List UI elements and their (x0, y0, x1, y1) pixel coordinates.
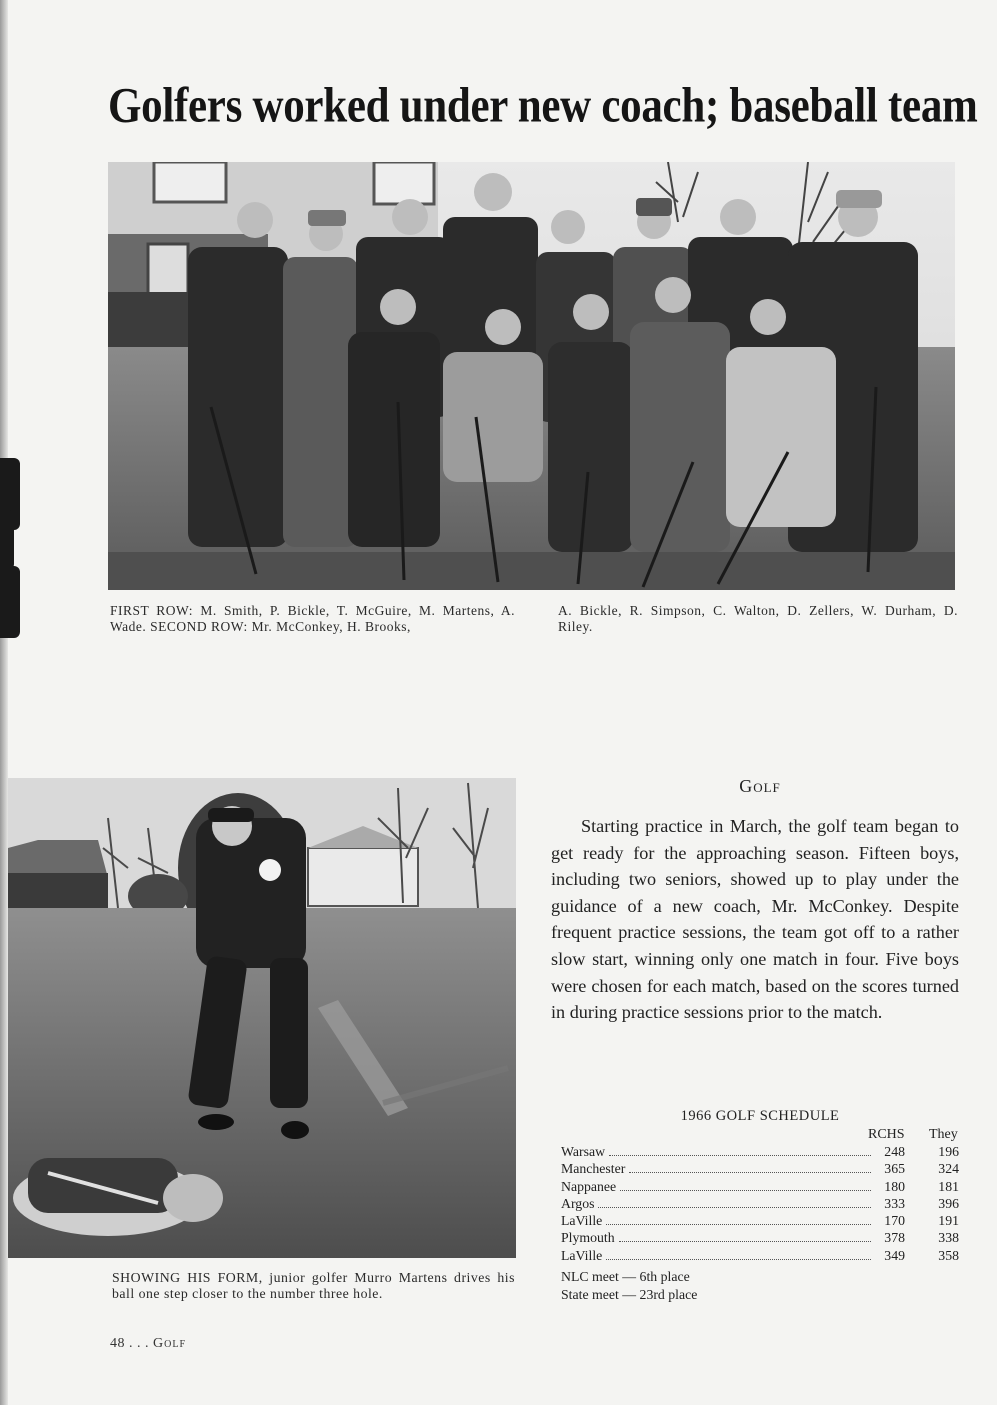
binder-clip-middle (0, 510, 14, 570)
schedule-row (561, 1196, 959, 1213)
schedule-rchs-score: 333 (884, 1195, 905, 1211)
schedule-title: 1966 GOLF SCHEDULE (680, 1108, 840, 1124)
section-heading: Golf (739, 776, 781, 796)
team-photo-caption-right: A. Bickle, R. Simpson, C. Walton, D. Zellers, W. Durham, D. Riley. (558, 603, 958, 634)
golfer-action-photo (8, 778, 516, 1258)
schedule-opponent: Argos (561, 1195, 595, 1211)
schedule-rchs-score: 378 (884, 1230, 905, 1246)
leader-dots (619, 1241, 871, 1242)
schedule-opponent: Plymouth (561, 1230, 615, 1246)
nlc-meet-result: NLC meet — 6th place (561, 1269, 690, 1284)
schedule-opponent: LaVille (561, 1213, 603, 1229)
page-number: 48 (110, 1336, 125, 1351)
schedule-column-rchs: RCHS (868, 1127, 905, 1142)
leader-dots (629, 1172, 871, 1173)
article-paragraph: Starting practice in March, the golf team began to get ready for the approaching season. Fifteen boys, including two seniors, showed up to play under the guidance of a new coach, Mr. McConkey. Despite frequent practice sessions, the team got off to a rather slow start, winning only one match in four. Five boys were chosen for each match, based on the scores turned in during practice sessions prior to the match. (551, 816, 959, 1023)
schedule-opponent: Manchester (561, 1161, 626, 1177)
leader-dots (606, 1224, 871, 1225)
schedule-opponent: LaVille (561, 1247, 603, 1263)
schedule-they-score: 358 (938, 1247, 959, 1263)
team-photo-caption-left: FIRST ROW: M. Smith, P. Bickle, T. McGuire, M. Martens, A. Wade. SECOND ROW: Mr. McConkey, H. Brooks, (110, 603, 515, 634)
schedule-row (561, 1144, 959, 1161)
leader-dots (620, 1190, 871, 1191)
schedule-row (561, 1248, 959, 1265)
schedule-column-they: They (929, 1127, 958, 1142)
leader-dots (606, 1259, 871, 1260)
page-headline: Golfers worked under new coach; baseball team (108, 79, 978, 134)
schedule-they-score: 181 (938, 1178, 959, 1194)
schedule-row (561, 1230, 959, 1247)
golfer-action-caption: SHOWING HIS FORM, junior golfer Murro Martens drives his ball one step closer to the number three hole. (112, 1270, 515, 1301)
binder-clip-bottom (0, 566, 20, 638)
state-meet-result: State meet — 23rd place (561, 1287, 698, 1302)
schedule-table (561, 1144, 959, 1265)
schedule-rchs-score: 365 (884, 1161, 905, 1177)
schedule-opponent: Warsaw (561, 1144, 606, 1159)
schedule-row (561, 1161, 959, 1178)
schedule-they-score: 191 (938, 1213, 959, 1229)
schedule-row (561, 1213, 959, 1230)
schedule-rchs-score: 180 (884, 1178, 905, 1194)
schedule-they-score: 338 (938, 1230, 959, 1246)
schedule-they-score: 396 (938, 1195, 959, 1211)
page-edge (0, 0, 8, 1405)
schedule-rchs-score: 349 (884, 1247, 905, 1263)
schedule-they-score: 324 (938, 1161, 959, 1177)
folio-section: Golf (153, 1336, 187, 1351)
folio-separator: . . . (125, 1336, 153, 1351)
schedule-opponent: Nappanee (561, 1178, 617, 1194)
schedule-rchs-score: 248 (884, 1144, 905, 1159)
leader-dots (598, 1207, 871, 1208)
golf-article-body (551, 813, 959, 1026)
page-folio (110, 1336, 186, 1352)
schedule-row (561, 1179, 959, 1196)
schedule-they-score: 196 (938, 1144, 959, 1159)
team-photo (108, 162, 955, 590)
leader-dots (609, 1155, 871, 1156)
schedule-rchs-score: 170 (884, 1213, 905, 1229)
